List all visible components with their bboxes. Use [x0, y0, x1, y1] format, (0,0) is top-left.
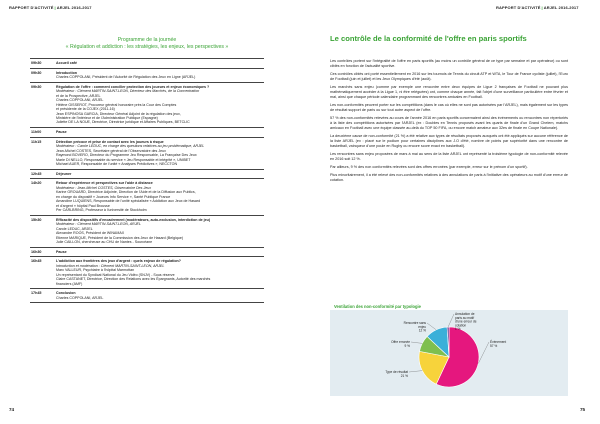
- programme-speaker-line: Modérateur : Clément MARTIN-SAINT-LEON, ARJEL: [56, 222, 141, 227]
- programme-heading: Conclusion: [56, 291, 76, 296]
- pie-slice-label: Événement: [490, 340, 507, 344]
- programme-heading: Accueil café: [56, 61, 77, 65]
- programme-content: [56, 130, 264, 135]
- section-title: Le contrôle de la conformité de l'offre en paris sportifs: [330, 34, 527, 43]
- programme-row: [30, 69, 264, 83]
- programme-heading: Introduction: [56, 70, 77, 75]
- pie-leader-line: [427, 323, 436, 330]
- pie-slice-label: Offre erronée: [391, 340, 410, 344]
- programme-speaker-line: Alexandre ROOS, Président de WINAMAX: [56, 231, 125, 236]
- body-paragraph: Les rencontres sans enjeu proposées de mars à mai au sens de la liste ARJEL ont représenté la troisième typologie de non-conformité relevée en 2016 soit 12 %.: [330, 151, 568, 161]
- body-paragraph: 57 % des non-conformités relevées au cours de l'année 2016 en paris sportifs concernaient ainsi des événements ou rencontres non répertoriés à la liste des compétitions autorisées par l'ARJEL (ex : Doubles en Tennis proposés avant les quarts de finale d'un Grand Chelem, matchs amicaux en Football avec une équipe classée au-delà du TOP 50 FIFA, ou encore match amateur aux 32es de finale en Coupe Nationale).: [330, 115, 568, 130]
- programme-row: [30, 170, 264, 180]
- chart-title: Ventilation des non-conformité par typologie: [334, 304, 421, 309]
- pie-leader-line: [448, 314, 454, 327]
- pie-leader-line: [411, 342, 422, 343]
- programme-time: 15h30: [31, 217, 42, 222]
- pie-leader-line: [478, 342, 489, 364]
- programme-speaker-line: et présidente de la COJEX (2011-16): [56, 107, 115, 112]
- programme-row: [30, 128, 264, 138]
- programme-speaker-line: Per CARLBRING, Professeur à l'université de Stockholm: [56, 208, 147, 213]
- body-paragraph: Les contrôles portent sur l'intégralité de l'offre en paris sportifs (au moins un contrôle général de ce type par semaine et par opérateur) ou sont ciblés en fonction de l'actualité sportive.: [330, 59, 568, 68]
- programme-speaker-line: Hélène GISSEROT, Procureur général honoraire près la Cour des Comptes: [56, 102, 177, 107]
- programme-speaker-line: Etienne MARIQUE, Président de la Commission des Jeux de Hasard (Belgique): [56, 235, 184, 240]
- programme-title-line-2: « Régulation et addiction : les stratégies, les enjeux, les perspectives »: [65, 43, 229, 50]
- pie-slice-label: Annulation de paris au motif d'une erreur de cotation: [455, 312, 477, 328]
- programme-speaker-line: Marie DI NELLO, Responsable du service « Jeu Responsable et intégrité », UNIBET: [56, 157, 191, 162]
- programme-heading: Pause: [56, 249, 67, 254]
- running-header-left: RAPPORT D'ACTIVITÉ|ARJEL 2016-2017: [9, 5, 92, 10]
- running-header-org: ARJEL 2016-2017: [56, 5, 92, 10]
- programme-time: 14h20: [31, 181, 42, 186]
- programme-speaker-line: Charles COPPOLANI, ARJEL: [56, 98, 104, 103]
- running-header-org: ARJEL 2016-2017: [543, 5, 579, 10]
- programme-row: [30, 59, 264, 69]
- body-paragraph: Ces contrôles ciblés ont porté essentiellement en 2016 sur les tournois de Tennis du circuit ATP et WTA, le Tour de France cycliste (juillet), l'Euro de Football (juin et juillet) et les Jeux Olympiques d'été (août).: [330, 72, 568, 81]
- programme-speaker-line: et de la Prospective, ARJEL: [56, 93, 101, 98]
- programme-speaker-line: Charles COPPOLANI, ARJEL: [56, 295, 104, 300]
- programme-speaker-line: Modérateur : Jean-Michel COSTES, Observatoire Des Jeux: [56, 185, 152, 190]
- programme-content: [56, 218, 264, 245]
- programme-speaker-line: Introduction et modération : Clément MARTIN-SAINT-LEON, ARJEL: [56, 263, 165, 268]
- pie-slice-value: 21 %: [400, 373, 408, 378]
- page-number-right: 75: [580, 407, 586, 412]
- programme-speaker-line: Charles COPPOLANI, Président de l'Autorité de Régulation des Jeux en Ligne (ARJEL): [56, 75, 196, 80]
- programme-time: 11h00: [31, 130, 42, 135]
- programme-speaker-line: Ministère de l'intérieur et de l'Administration Publique (Espagne): [56, 115, 158, 120]
- programme-speaker-line: Julie CAILLON, chercheuse au CHU de Nantes - Sourcéane: [56, 239, 153, 244]
- pie-leader-line: [409, 371, 422, 372]
- programme-speaker-line: Carole LEDUC, ARJEL: [56, 226, 93, 231]
- programme-row: [30, 216, 264, 248]
- pie-slice-value: 57 %: [490, 343, 498, 348]
- programme-time: 16h30: [31, 249, 42, 254]
- running-header-report: RAPPORT D'ACTIVITÉ: [496, 5, 541, 10]
- programme-speaker-line: Raymond BOVERO, Directeur du Programme Jeu Responsable, La Française Des Jeux: [56, 153, 197, 158]
- programme-heading: L'addiction aux frontières des jeux d'argent : quels enjeux de régulation?: [56, 259, 181, 264]
- programme-speaker-line: Modérateur : Clément MARTIN-SAINT-LEON, Directeur des Marchés, de la Concentration: [56, 89, 200, 94]
- programme-speaker-line: Marc VALLEUR, Psychiatre à l'hôpital Marmottan: [56, 268, 135, 273]
- programme-speaker-line: en charge du dispositif « Joueurs Info Service », Santé Publique France: [56, 194, 171, 199]
- programme-content: [56, 259, 264, 286]
- pie-slice-label: Type de résultat: [385, 370, 408, 374]
- programme-speaker-line: Amandine LUQUIENS, Responsable de l'unité spécialisée « Addiction aux Jeux de Hasard: [56, 199, 201, 204]
- programme-speaker-line: financiers (AMF): [56, 281, 83, 286]
- programme-speaker-line: Claire CASTANET, Directrice, Direction des Relations avec les Épargnants, Autorité des marchés: [56, 277, 211, 282]
- programme-row: [30, 83, 264, 128]
- programme-speaker-line: et d'argent » hôpital Paul Brousse: [56, 203, 110, 208]
- body-paragraph: Les non-conformités peuvent porter sur les compétitions (dans le cas où elles ne sont pas autorisées par l'ARJEL), mais également sur les types de résultat support de paris ou sur tout autre aspect de l'offre.: [330, 102, 569, 112]
- programme-time: 16h45: [31, 259, 42, 264]
- programme-speaker-line: Michael AUER, Responsable de l'unité « Analyses Prédictives », NECCTON: [56, 162, 178, 166]
- programme-speaker-line: Modérateur : Carole LEDUC, en charge des questions relatives au jeu problématique, ARJEL: [56, 144, 205, 149]
- programme-heading: Régulation de l'offre : comment concilier protection des joueurs et enjeux économiques ?: [56, 84, 210, 89]
- programme-content: [56, 85, 264, 125]
- programme-row: [30, 179, 264, 215]
- programme-time: 12h45: [31, 171, 42, 176]
- programme-speaker-line: Un représentant du Syndicat National du Jeu Vidéo (SNJV) - Sous réserve: [56, 272, 175, 277]
- programme-heading: Détection précoce et prise de contact avec les joueurs à risque: [56, 139, 164, 144]
- programme-title: [30, 37, 264, 50]
- programme-row: [30, 289, 264, 303]
- programme-content: [56, 140, 264, 167]
- programme-time: 17h45: [31, 291, 42, 296]
- programme-time: 09h30: [31, 70, 42, 75]
- programme-row: [30, 257, 264, 289]
- pie-slice-label: Rencontre sans enjeu: [403, 321, 426, 329]
- programme-content: [56, 250, 264, 255]
- programme-heading: Retour d'expérience et perspectives sur l'aide à distance: [56, 181, 153, 186]
- programme-speaker-line: Jean-Michel COSTES, Secrétaire général de l'Observatoire des Jeux: [56, 148, 166, 153]
- programme-content: [56, 61, 264, 66]
- pie-slice-value: 1 %: [455, 327, 461, 332]
- programme-content: [56, 291, 264, 300]
- programme-speaker-line: Juliette DE LA NOUE, Directrice, Directrice juridique et Affaires Publiques, BETCLIC: [56, 120, 190, 125]
- page-number-left: 74: [9, 407, 15, 412]
- programme-speaker-line: Jean ESPINOSA GARCIA, Directeur Général Adjoint de la régulation des jeux,: [56, 111, 181, 116]
- body-text: [330, 59, 568, 186]
- programme-heading: Déjeuner: [56, 171, 72, 176]
- programme-speaker-line: Karine GROUARD, Directrice Adjointe, Direction de l'Aide et de la Diffusion aux Publics,: [56, 190, 196, 195]
- body-paragraph: Plus minoritairement, il a été relevé des non-conformités relatives à des annulations de paris à l'initiative des opérateurs au motif d'une erreur de cotation.: [330, 172, 568, 182]
- body-paragraph: Par ailleurs, 9 % des non conformités relevées sont des offres erronées (par exemple, erreur sur le prénom d'un sportif).: [330, 164, 528, 169]
- programme-heading: Efficacité des dispositifs d'encadrement (modérateurs, auto-exclusion, interdiction de jeu): [56, 217, 211, 222]
- pie-slice-value: 9 %: [404, 343, 410, 348]
- programme-row: [30, 138, 264, 170]
- pie-chart: [330, 310, 568, 396]
- programme-time: 11h15: [31, 139, 42, 144]
- programme-title-line-1: Programme de la journée: [117, 37, 177, 43]
- programme-content: [56, 181, 264, 212]
- running-header-report: RAPPORT D'ACTIVITÉ: [9, 5, 54, 10]
- programme-content: [56, 172, 264, 177]
- programme-row: [30, 248, 264, 258]
- programme-time: 09h30: [31, 61, 42, 65]
- body-paragraph: Les marchés sans enjeu (comme par exemple une rencontre entre deux équipes de Ligue 2 françaises de Football ne pouvant plus mathématiquement accéder à la Ligue 1, ni être reléguées) ont, comme chaque année, fait l'objet d'une surveillance particulière entre février et mai, ainsi que chaque période calendaire programmant des rencontres amicales en Football.: [330, 85, 568, 99]
- programme-heading: Pause: [56, 130, 67, 135]
- programme-content: [56, 71, 264, 80]
- body-paragraph: La deuxième cause de non-conformité (21 %) a été relative aux types de résultats proposés auxquels ont été appliqués sur aucune référence de la liste ARJEL (ex : placé sur le podium pour certaines disciplines aux J.O d'été, nombre de points par supériorité dans une rencontre de basketball, vainqueur d'une poule en Rugby ou encore score exact en basketball).: [330, 133, 568, 148]
- programme-time: 09h30: [31, 84, 42, 89]
- programme-table: [30, 58, 264, 303]
- pie-slice-value: 12 %: [418, 328, 426, 333]
- right-page: [300, 0, 600, 424]
- running-header-right: RAPPORT D'ACTIVITÉ|ARJEL 2016-2017: [496, 5, 579, 10]
